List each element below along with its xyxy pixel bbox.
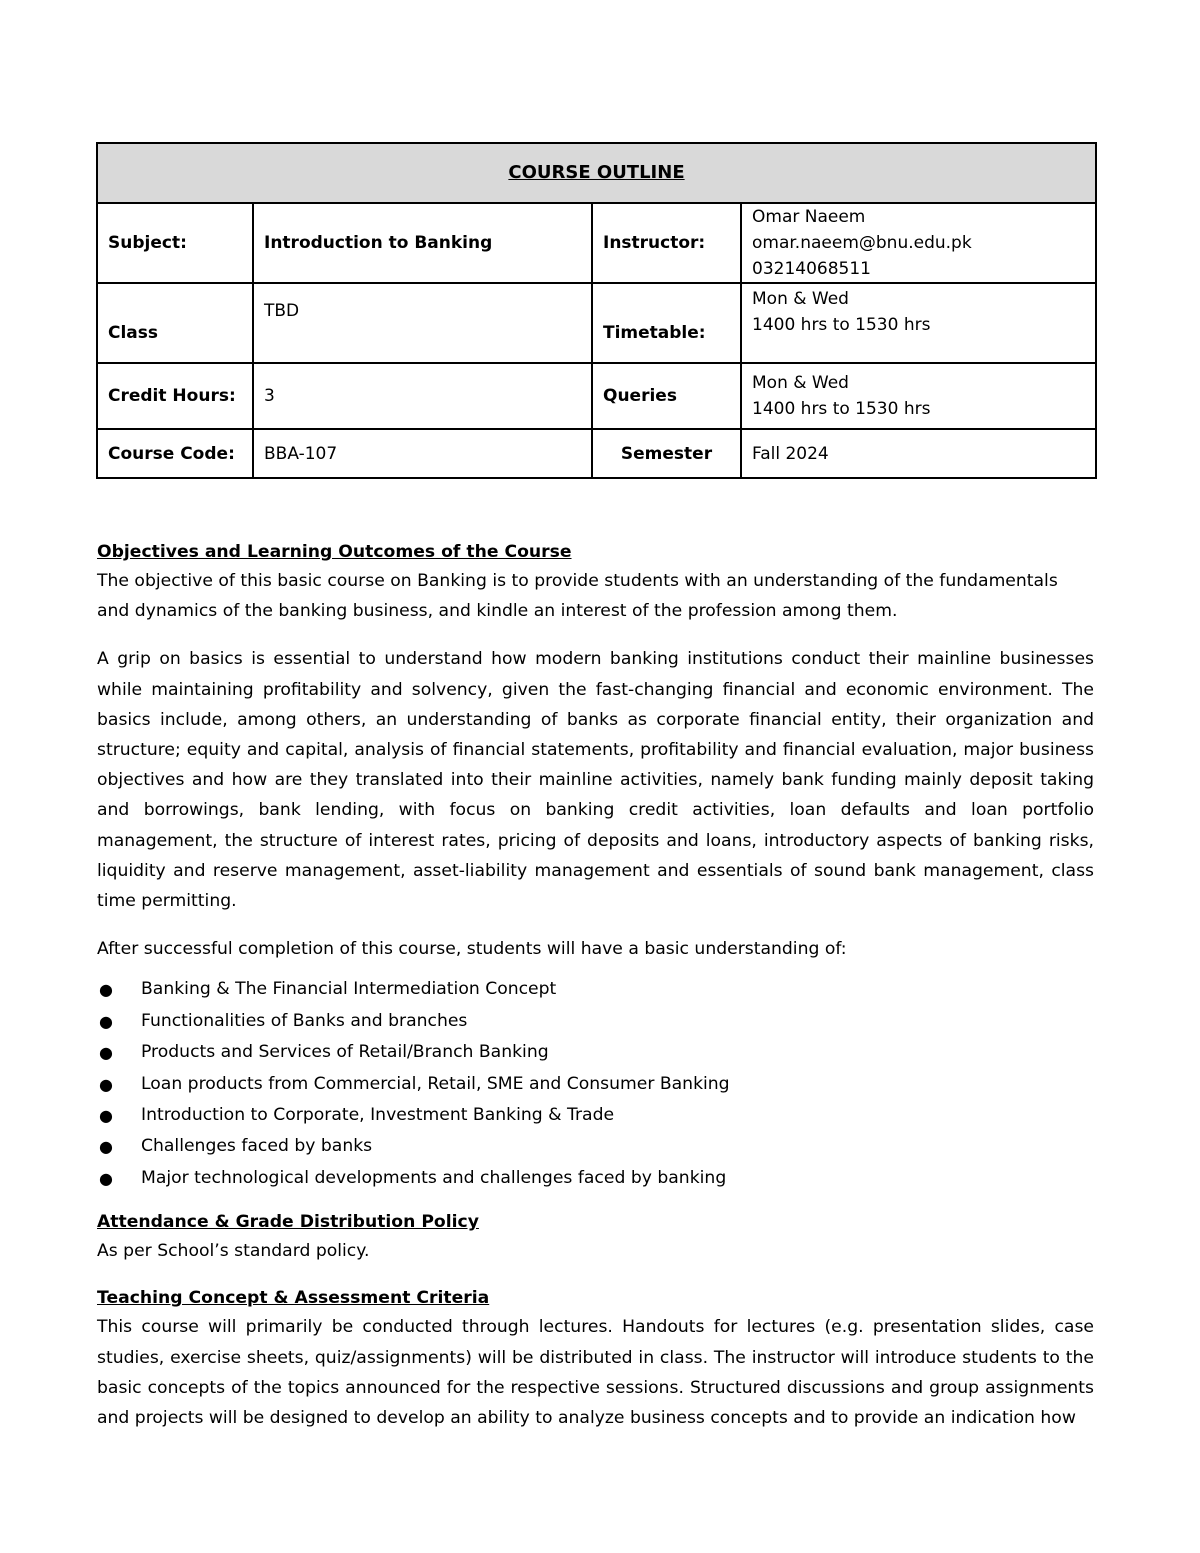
bullet-icon: ● bbox=[99, 1137, 113, 1157]
bullet-icon: ● bbox=[99, 1011, 113, 1031]
semester-value: Fall 2024 bbox=[741, 429, 1096, 478]
queries-days: Mon & Wed bbox=[752, 373, 849, 393]
subject-value: Introduction to Banking bbox=[253, 203, 592, 283]
course-outline-table bbox=[96, 142, 1097, 479]
document-body bbox=[97, 538, 1094, 1433]
list-item-text: Major technological developments and challenges faced by banking bbox=[141, 1167, 727, 1188]
learning-outcomes-list bbox=[97, 974, 1094, 1194]
instructor-name: Omar Naeem bbox=[752, 207, 866, 227]
queries-value bbox=[741, 363, 1096, 429]
instructor-label: Instructor: bbox=[592, 203, 741, 283]
bullet-icon: ● bbox=[99, 980, 113, 1000]
list-item-text: Loan products from Commercial, Retail, SME and Consumer Banking bbox=[141, 1073, 730, 1094]
list-item bbox=[97, 1037, 1094, 1068]
queries-hours: 1400 hrs to 1530 hrs bbox=[752, 399, 931, 419]
class-label: Class bbox=[97, 283, 253, 363]
timetable-value bbox=[741, 283, 1096, 363]
semester-label: Semester bbox=[592, 429, 741, 478]
credit-hours-label: Credit Hours: bbox=[97, 363, 253, 429]
course-code-label: Course Code: bbox=[97, 429, 253, 478]
table-row-course-code bbox=[97, 429, 1096, 478]
list-item bbox=[97, 1131, 1094, 1162]
timetable-days: Mon & Wed bbox=[752, 289, 849, 309]
objectives-paragraph-2: A grip on basics is essential to understand how modern banking institutions conduct their mainline businesses while maintaining profitability and solvency, given the fast-changing financial and economic environment. The basics include, among others, an understanding of banks as corporate financial entity, their organization and structure; equity and capital, analysis of financial statements, profitability and financial evaluation, major business objectives and how are they translated into their mainline activities, namely bank funding mainly deposit taking and borrowings, bank lending, with focus on banking credit activities, loan defaults and loan portfolio management, the structure of interest rates, pricing of deposits and loans, introductory aspects of banking risks, liquidity and reserve management, asset-liability management and essentials of sound bank management, class time permitting. bbox=[97, 649, 1094, 912]
list-item-text: Banking & The Financial Intermediation Concept bbox=[141, 979, 557, 1000]
objectives-paragraph-1: The objective of this basic course on Banking is to provide students with an understanding of the fundamentals and dynamics of the banking business, and kindle an interest of the profession among them. bbox=[97, 571, 1058, 622]
objectives-paragraph-3: After successful completion of this course, students will have a basic understanding of: bbox=[97, 939, 847, 960]
bullet-icon: ● bbox=[99, 1074, 113, 1094]
table-title: COURSE OUTLINE bbox=[97, 143, 1096, 203]
list-item bbox=[97, 1100, 1094, 1131]
list-item bbox=[97, 1069, 1094, 1100]
instructor-email: omar.naeem@bnu.edu.pk bbox=[752, 233, 972, 253]
list-item bbox=[97, 974, 1094, 1005]
teaching-heading: Teaching Concept & Assessment Criteria bbox=[97, 1288, 490, 1309]
list-item-text: Introduction to Corporate, Investment Banking & Trade bbox=[141, 1105, 615, 1126]
instructor-phone: 03214068511 bbox=[752, 259, 871, 279]
timetable-label: Timetable: bbox=[592, 283, 741, 363]
bullet-icon: ● bbox=[99, 1043, 113, 1063]
credit-hours-value: 3 bbox=[253, 363, 592, 429]
list-item bbox=[97, 1163, 1094, 1194]
table-row-credit bbox=[97, 363, 1096, 429]
list-item bbox=[97, 1006, 1094, 1037]
class-value: TBD bbox=[253, 283, 592, 363]
list-item-text: Challenges faced by banks bbox=[141, 1136, 373, 1157]
attendance-text: As per School’s standard policy. bbox=[97, 1241, 370, 1262]
teaching-text: This course will primarily be conducted through lectures. Handouts for lectures (e.g. presentation slides, case studies, exercise sheets, quiz/assignments) will be distributed in class. The instructor will introduce students to the basic concepts of the topics announced for the respective sessions. Structured discussions and group assignments and projects will be designed to develop an ability to analyze business concepts and to provide an indication how bbox=[97, 1317, 1094, 1429]
bullet-icon: ● bbox=[99, 1106, 113, 1126]
list-item-text: Functionalities of Banks and branches bbox=[141, 1010, 468, 1031]
bullet-icon: ● bbox=[99, 1168, 113, 1188]
table-row-class bbox=[97, 283, 1096, 363]
subject-label: Subject: bbox=[97, 203, 253, 283]
objectives-heading: Objectives and Learning Outcomes of the Course bbox=[97, 542, 572, 562]
course-code-value: BBA-107 bbox=[253, 429, 592, 478]
instructor-value bbox=[741, 203, 1096, 283]
timetable-hours: 1400 hrs to 1530 hrs bbox=[752, 315, 931, 335]
list-item-text: Products and Services of Retail/Branch Banking bbox=[141, 1042, 549, 1063]
table-row-subject bbox=[97, 203, 1096, 283]
queries-label: Queries bbox=[592, 363, 741, 429]
attendance-heading: Attendance & Grade Distribution Policy bbox=[97, 1212, 479, 1233]
